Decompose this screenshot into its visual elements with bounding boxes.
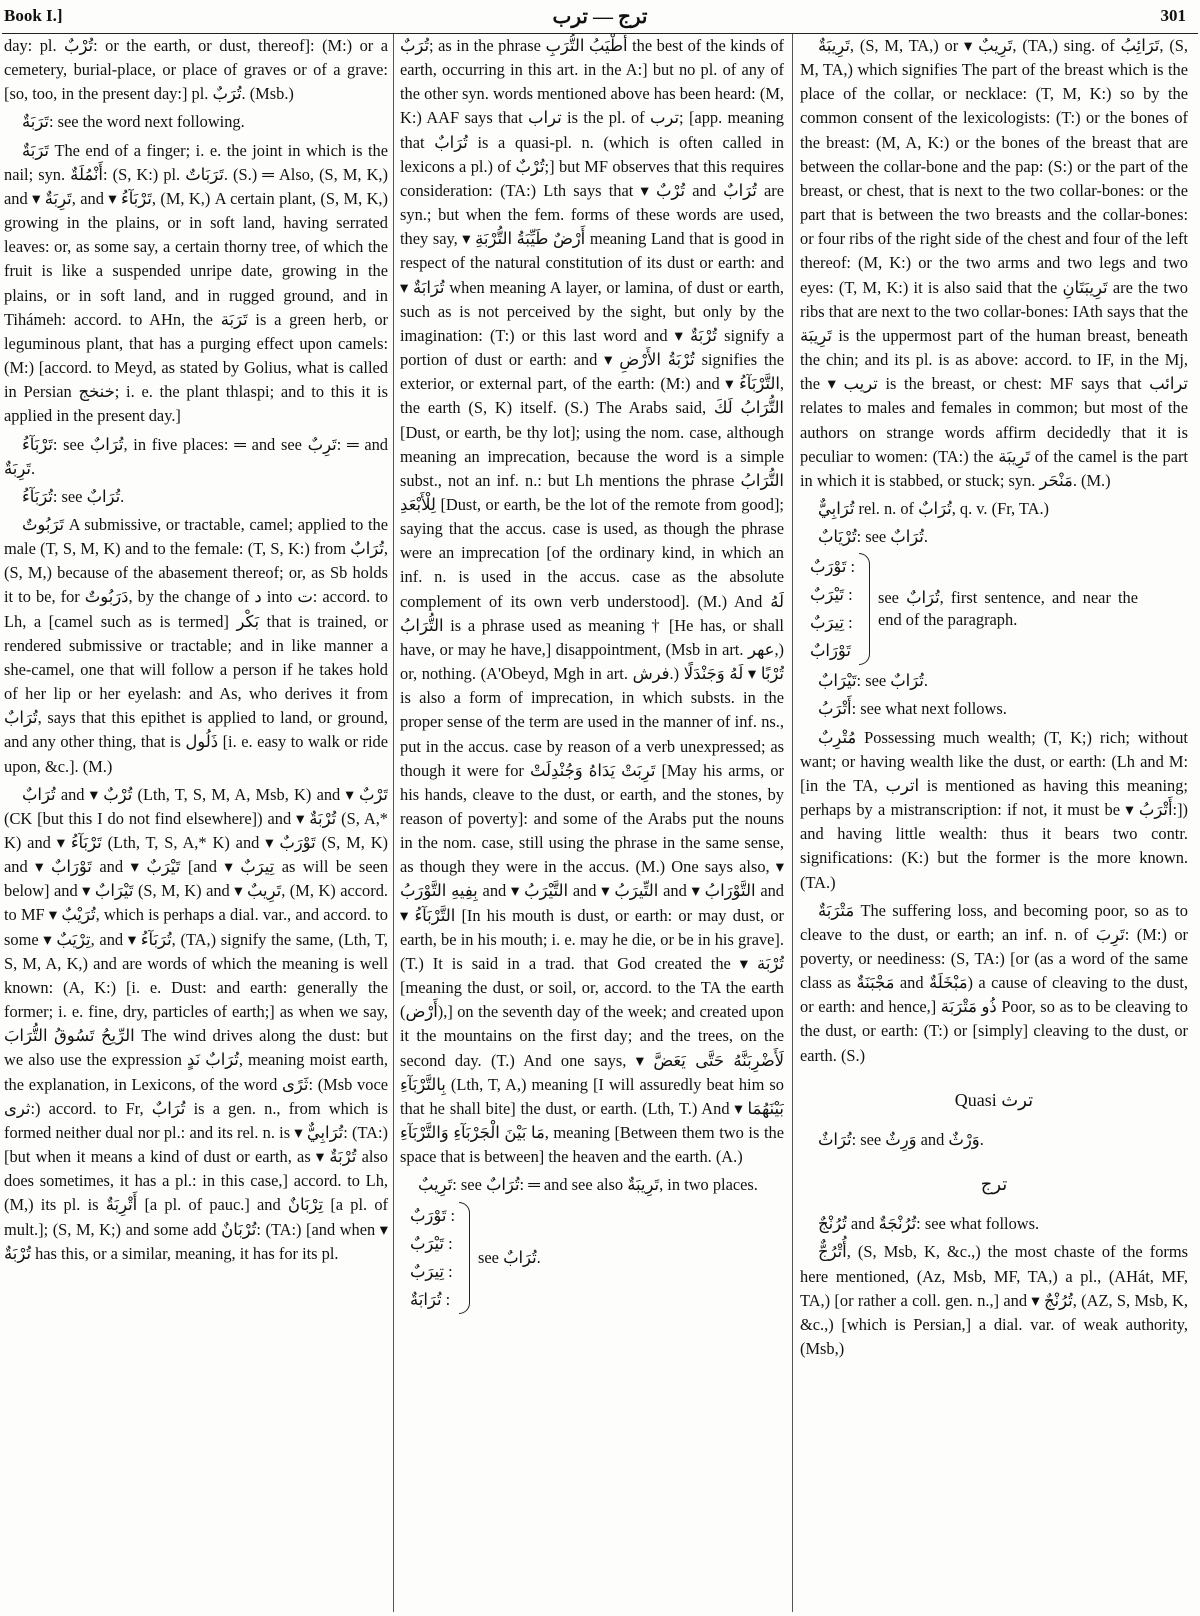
variant-form: تُرَابَةٌ : (410, 1289, 451, 1309)
column-divider (792, 34, 793, 1612)
page-number: 301 (1160, 6, 1186, 25)
entry-paragraph: تُرَابٌ and ▾ تُرْبٌ (Lth, T, S, M, A, Msb, K) and ▾ تَرْبٌ (CK [but this I do not find elsewhere]) and ▾ تُرْبَةٌ (S, A,* K) and ▾ تَرْبَآءُ (Lth, T, S, A,* K) and ▾ تَوْرَبٌ (S, M, K) and ▾ تَوْرَابٌ and ▾ تَيْرَبٌ [and ▾ تِيرَبٌ as will be seen below] and ▾ تَيْرَابٌ (S, M, K) and ▾ تَرِيبٌ, (M, K) accord. to MF ▾ تُرَيْبٌ, which is perhaps a dial. var., and accord. to some ▾ تِرْيَبٌ, and ▾ تُرَبَآءُ, (TA,) signify the same, (Lth, T, S, M, A, K,) and are words of which the meaning is well known: (A, K:) [i. e. Dust: and earth: generally the former; i. e. fine, dry, particles of earth;] as when we say, الرِّيحُ تَسُوقُ التُّرَابَ The wind drives along the dust: but we also use the expression تُرَابٌ نَدٍ, meaning moist earth, the explanation, in Lexicons, of the word ثَرًى: (Msb voce ثرى:) accord. to Fr, تُرَابٌ is a gen. n., from which is formed neither dual nor pl.: and its rel. n. is ▾ تُرَابِيٌّ: (TA:) [but when it means a kind of dust or earth, as ▾ تُرْبَةٌ also does sometimes, it has a pl.: in this case,] accord. to Lh, (M,) its pl. is أَتْرِبَةٌ [a pl. of pauc.] and تِرْبَانٌ [a pl. of mult.]; (S, M, K;) and some add تُرْبَانٌ: (TA:) [and when ▾ تُرْبَةٌ has this, or a similar, meaning, it has for its pl. (4, 784, 388, 1263)
book-label: Book I.] (4, 6, 63, 25)
brace-bracket (859, 553, 870, 665)
variant-form: تَيْرَبٌ : (810, 585, 853, 605)
entry-paragraph: تُرَبَآءُ: see تُرَابٌ. (22, 486, 125, 506)
entry-paragraph: تَرِيبَةٌ, (S, M, TA,) or ▾ تَرِيبٌ, (TA,) sing. of تَرَائِبُ, (S, M, TA,) which signifies The part of the breast which is the place of the collar, or necklace: (T, M, K:) so by the common consent of the lexicologists: (T:) or the bones of the breast: (M, A, K:) or the bones of the breast that are between the collar-bone and the pap: (S:) or the part of the breast, or chest, that is next to the two collar-bones: or the part that is between the two breasts and the collar-bones: or four ribs of the right side of the chest and four of the left thereof: (M, K:) or the two arms and two legs and two eyes: (T, M, K:) it is also said that the تَرِيبَتَانِ are the two ribs that are next to the two collar-bones: IAth says that the تَرِيبَة is the uppermost part of the human breast, beneath the chin; and its pl. is as above: accord. to IF, in the Mj, the ▾ تريب is the breast, or chest: MF says that ترائب relates to males and females in common; but most of the authors on strange words affirm decidedly that it is peculiar to women: (TA:) the تَرِيبَة of the camel is the part in which it is stabbed, or stuck; syn. مَنْحَر. (M.) (800, 36, 1188, 490)
entry-paragraph: تَيْرَابٌ: see تُرَابٌ. (818, 671, 928, 691)
page-header (0, 4, 1200, 32)
entry-paragraph: تَرَبُوتٌ A submissive, or tractable, camel; applied to the male (T, S, M, K) and to the female: (T, S, K:) from تُرَابٌ, (S, M,) because of the abasement thereof; or, as Sb holds it to be, for دَرَبُوتٌ, by the change of د into ت: accord. to Lh, a [camel such as is termed] بَكْر that is trained, or rendered submissive or tractable; and in like manner a she-camel, one that will follow a person if he takes hold of her lip or her eyelash: and As, who derives it from تُرَابٌ, says that this epithet is applied to land, or ground, and any other thing, that is ذَلُول [i. e. easy to walk or ride upon, &c.]. (M.) (4, 514, 388, 776)
column-1 (4, 34, 388, 1608)
entry-paragraph: day: pl. تُرْبٌ: or the earth, or dust, thereof]: (M:) or a cemetery, burial-place, or place of graves or of a grave: [so, too, in the present day:] pl. تُرَبٌ. (Msb.) (4, 36, 388, 104)
entry-paragraph: مُتْرِبٌ Possessing much wealth; (T, K;) rich; without want; or having wealth like the dust, or earth: (Lh and M: [in the TA, اترب is mentioned as having this meaning; perhaps by a mistranscription: if not, it must be ▾ أَتْرَبُ:]) and having little wealth: thus it bears two contr. significations: (K:) but the former is the more known. (TA.) (800, 727, 1188, 892)
entry-paragraph: مَتْرَبَةٌ The suffering loss, and becoming poor, so as to cleave to the dust, or earth; an inf. n. of تَرِبَ: (M:) or poverty, or neediness: (S, TA:) [or (as a word of the same class as مَجْبَنَةٌ and مَبْخَلَةٌ) a cause of cleaving to the dust, or earth: and hence,] ذُو مَتْرَبَة Poor, so as to be cleaving to the dust, or earth: (T:) or [simply] cleaving to the dust, or earth. (S.) (800, 900, 1188, 1065)
column-3 (800, 34, 1188, 1608)
variant-form: تَوْرَبٌ : (410, 1205, 456, 1225)
running-title: ترج — ترب (552, 6, 648, 28)
brace-bracket (459, 1202, 470, 1314)
column-2 (400, 34, 784, 1608)
entry-paragraph: أَتْرَبُ: see what next follows. (818, 699, 1007, 719)
entry-paragraph: تُرَبٌ; as in the phrase أَطْيَبُ التُّرَبِ the best of the kinds of earth, occurring in this art. in the A:] but no pl. of any of the other syn. words mentioned above has been heard: (M, K:) AAF says that تراب is the pl. of ترب; [app. meaning that تُرَابٌ is a quasi-pl. n. (which is often called in lexicons a pl.) of تُرْبٌ;] but MF observes that this requires consideration: (TA:) Lth says that ▾ تُرْبٌ and تُرَابٌ are syn.; but when the fem. forms of these words are used, they say, ▾ أَرْضٌ طَيِّبَةُ التُّرْبَةِ meaning Land that is good in respect of the natural constitution of its dust or earth: and ▾ تُرَابَةٌ when meaning A layer, or lamina, of dust or earth, such as is not perceived by the sight, but only by the imagination: (T:) or this last word and ▾ تُرْبَةٌ signify a portion of dust or earth: and ▾ تُرْبَةُ الأَرْضِ signifies the exterior, or external part, of the earth: (M:) and ▾ التَّرْبَآءُ, the earth (S, K) itself. (S.) The Arabs said, التُّرَابُ لَكَ [Dust, or earth, be thy lot]; using the nom. case, although meaning an imprecation, because the word is a simple subst., not an inf. n.: but Lh mentions the phrase التُّرَابُ لِلْأَبْعَدِ [Dust, or earth, be the lot of the remote from good]; saying that the accus. case is used, as though the phrase were an imprecation [of the ordinary kind, in which an inf. n. is used in the accus. case as the absolute complement of its own verb understood]. (M.) And لَهُ التُّرَابُ is a phrase used as meaning † [He has, or shall have, or may he have,] disappointment, (Msb in art. عهر,) or, nothing. (A'Obeyd, Mgh in art. فرش.) تُرْبًا ▾ لَهُ وَجَنْدَلًا is also a form of imprecation, in which substs. in the proper sense of the term are used in the manner of inf. ns., put in the accus. case by reason of a verb unexpressed; as though it were for تَرِبَتْ يَدَاهُ وَجُنْدِلَتْ [May his arms, or his hands, cleave to the dust, or earth, and the stones, by reason of poverty]: and some of the Arabs put the nouns in the nom. case, still using the phrase in the same sense, as though they were in the accus. (M.) One says also, ▾ بِفِيهِ التَّوْرَبُ and ▾ التَّيْرَبُ and ▾ التِّيرَبُ and ▾ التَّوْرَابُ and ▾ التَّرْبَآءُ [In his mouth is dust, or earth: or may dust, or earth, be in his mouth; i. e. may he die, or be in his grave]. (T.) It is said in a trad. that God created the ▾ تُرْبَة [meaning the dust, or soil, or, accord. to the TA the earth (أَرْض),] on the seventh day of the week; and created upon it the mountains on the first day; and the trees, on the second day. (T.) And one says, ▾ لَأَضْرِبَنَّهُ حَتَّى يَعَضَّ بِالتَّرْبَآءِ (Lth, T, A,) meaning [I will assuredly beat him so that he shall bite] the dust, or earth. (Lth, T.) And ▾ بَيْنَهُمَا مَا بَيْنَ الْجَرْبَآءِ وَالتَّرْبَآءِ, meaning [Between them two is the space that is between] the heaven and the earth. (A.) (400, 36, 784, 1167)
variant-form: تَوْرَبٌ : (810, 557, 856, 577)
entry-paragraph: أُتْرُجٌّ, (S, Msb, K, &c.,) the most chaste of the forms here mentioned, (Az, Msb, MF, TA,) a pl., (AHát, MF, TA,) [or rather a coll. gen. n.,] and ▾ تُرُنْجٌ, (AZ, S, Msb, K, &c.,) [which is Persian,] a dial. var. of weak authority, (Msb,) (800, 1242, 1188, 1359)
entry-paragraph: تُرُنْجٌ and تُرُنْجَةٌ: see what follows. (818, 1214, 1040, 1234)
entry-paragraph: تُرَاثٌ: see وَرِثٌ and وَرْثٌ. (818, 1129, 984, 1149)
section-heading: Quasi ترث (954, 1089, 1034, 1110)
variant-form: تِيرَبٌ : (810, 613, 853, 633)
cross-reference-group (810, 553, 1188, 665)
cross-reference-note: see تُرَابٌ. (478, 1247, 541, 1267)
cross-reference-group (410, 1202, 784, 1314)
section-heading: ترج (980, 1174, 1008, 1195)
variant-form: تِيرَبٌ : (410, 1261, 453, 1281)
entry-paragraph: تَرِيبٌ: see تُرَابٌ: ═ and see also تَرِيبَةٌ, in two places. (418, 1175, 758, 1195)
column-divider (393, 34, 394, 1612)
variant-form: تَوْرَابٌ (810, 641, 851, 661)
cross-reference-note: see تُرَابٌ, first sentence, and near the end of the paragraph. (878, 588, 1139, 630)
variant-form: تَيْرَبٌ : (410, 1233, 453, 1253)
entry-paragraph: تُرْيَابٌ: see تُرَابٌ. (818, 527, 928, 547)
entry-paragraph: تَرْبَآءُ: see تُرَابٌ, in five places: ═ and see تَرِبٌ: ═ and تَرِبَةٌ. (4, 434, 388, 478)
entry-paragraph: تَرَبَةٌ The end of a finger; i. e. the joint in which is the nail; syn. أَنْمُلَةٌ: (S, K:) pl. تَرَبَاتٌ. (S.) ═ Also, (S, M, K,) and ▾ تَرِبَةٌ, and ▾ تَرْبَآءُ, (M, K,) A certain plant, (S, M, K,) growing in the plains, or in soft land, having serrated leaves: or, as some say, a certain thorny tree, of which the fruit is like a suspended unripe date, growing in the plains, or in soft land, and in rugged ground, and in Tihámeh: accord. to AHn, the تَرَبَة is a green herb, or leguminous plant, that has a purging effect upon camels: (M:) [accord. to Meyd, as stated by Golius, what is called in Persian خنخج; i. e. the plant thlaspi; and to this it is applied in the present day.] (4, 140, 388, 426)
entry-paragraph: تَرَبَةٌ: see the word next following. (22, 112, 245, 132)
entry-paragraph: تُرَابِيٌّ rel. n. of تُرَابٌ, q. v. (Fr, TA.) (818, 498, 1049, 518)
